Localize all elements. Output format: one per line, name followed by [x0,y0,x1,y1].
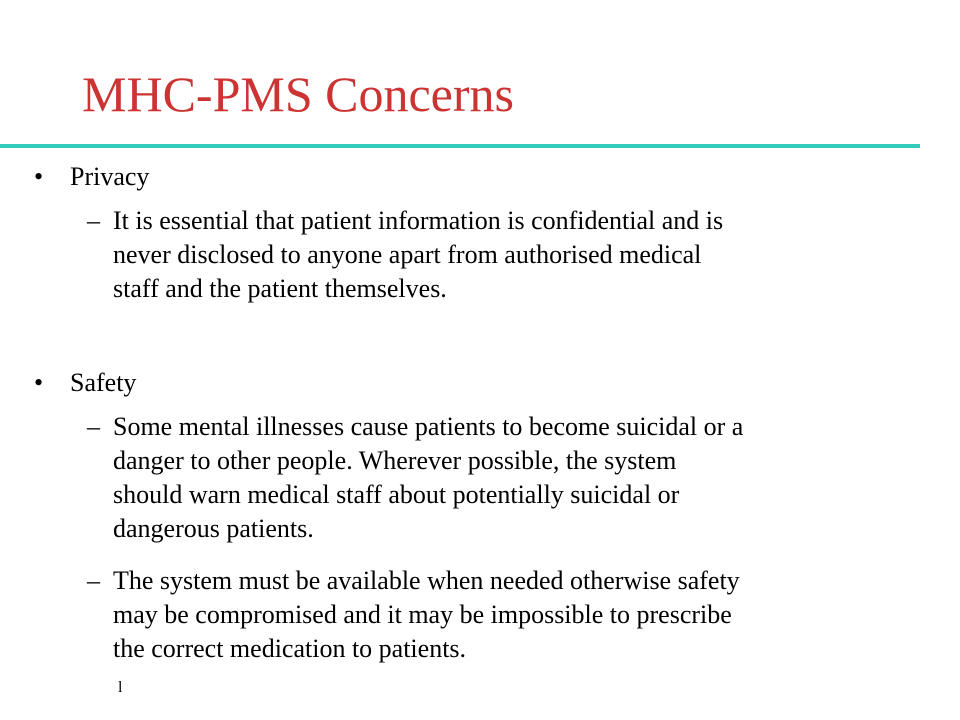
sub-item-safety-1 [87,410,907,546]
bullet-heading-safety: Safety [70,368,137,397]
sub-item-privacy-1 [87,204,907,306]
sub-item-line: never disclosed to anyone apart from authorised medical [113,240,702,269]
sub-item-line: The system must be available when needed otherwise safety [113,566,740,595]
sub-item-line: the correct medication to patients. [113,634,467,663]
footer-mark: l [118,679,123,696]
bullet-privacy [34,160,149,194]
bullet-marker: • [34,162,44,191]
bullet-heading-privacy: Privacy [70,162,150,191]
sub-item-line: Some mental illnesses cause patients to become suicidal or a [113,412,744,441]
sub-item-line: It is essential that patient information is confidential and is [113,206,724,235]
sub-item-line: staff and the patient themselves. [113,274,447,303]
title-divider [0,144,920,148]
slide-title: MHC-PMS Concerns [82,66,514,122]
bullet-safety [34,366,136,400]
sub-item-line: danger to other people. Wherever possible, the system [113,446,677,475]
sub-item-line: dangerous patients. [113,514,314,543]
sub-item-safety-2 [87,564,907,666]
dash-marker: – [87,412,100,441]
sub-item-line: may be compromised and it may be impossible to prescribe [113,600,732,629]
dash-marker: – [87,566,100,595]
bullet-marker: • [34,368,44,397]
sub-item-line: should warn medical staff about potentially suicidal or [113,480,680,509]
dash-marker: – [87,206,100,235]
